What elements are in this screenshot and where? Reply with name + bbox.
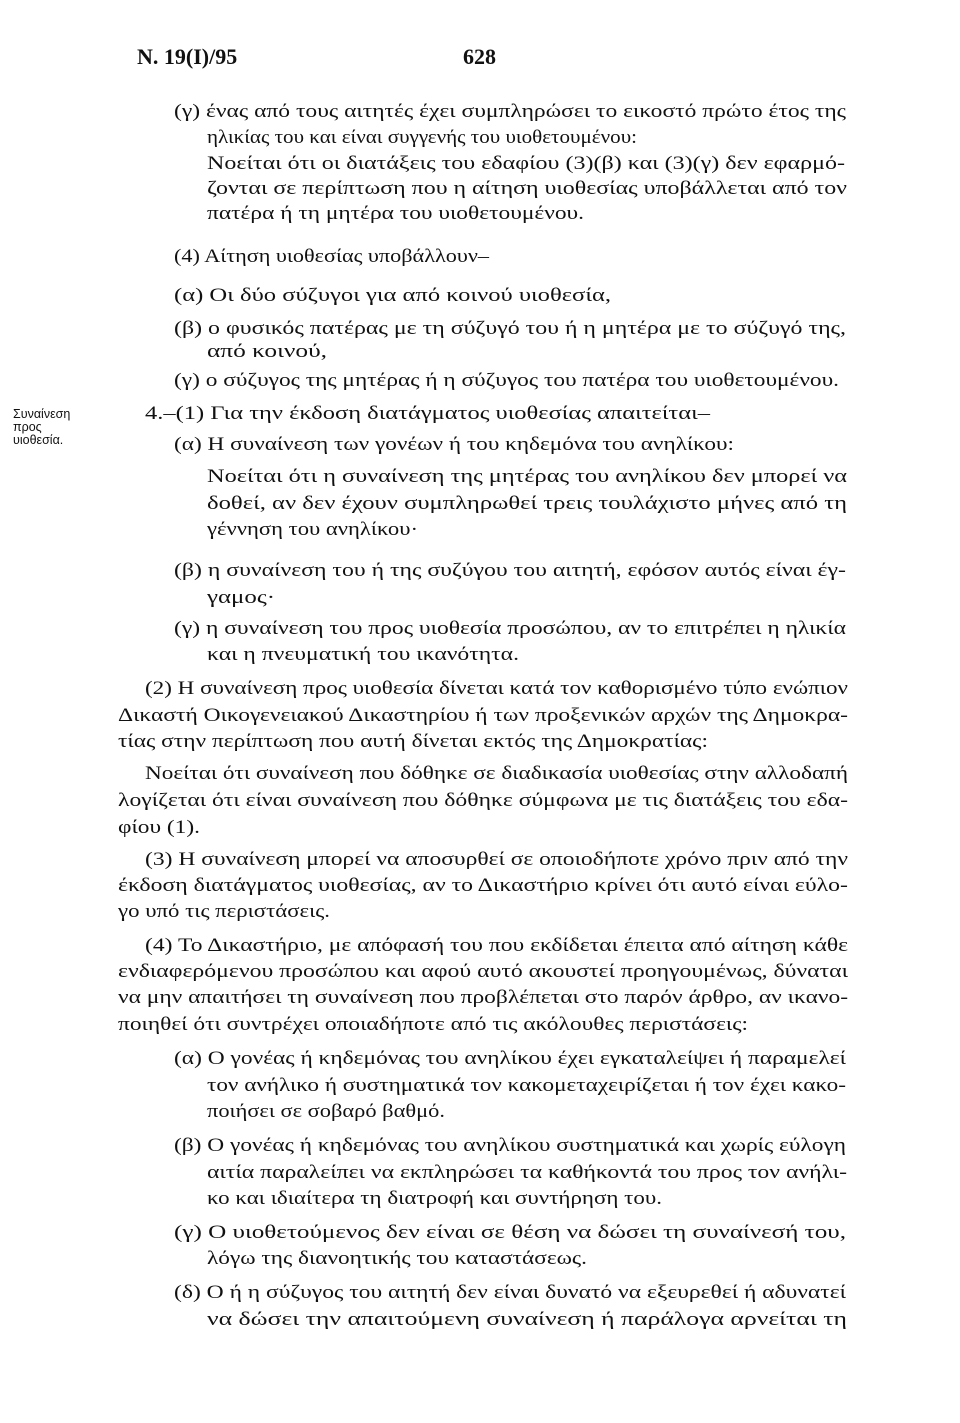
text-line: τον ανήλικο ή συστηματικά τον κακομεταχειρίζεται ή τον έχει κακο- [207, 1075, 847, 1096]
text-line: και η πνευματική του ικανότητα. [207, 644, 519, 665]
text-line: (γ) η συναίνεση του προς υιοθεσία προσώπου, αν το επιτρέπει η ηλικία [174, 618, 846, 639]
text-line: να δώσει την απαιτούμενη συναίνεση ή παράλογα αρνείται τη [207, 1309, 848, 1330]
text-line: ζονται σε περίπτωση που η αίτηση υιοθεσίας υποβάλλεται από τον [207, 178, 848, 199]
text-line: πατέρα ή τη μητέρα του υιοθετουμένου. [207, 203, 585, 224]
text-line: (α) Οι δύο σύζυγοι για από κοινού υιοθεσία, [174, 285, 611, 306]
text-line: (β) ο φυσικός πατέρας με τη σύζυγό του ή η μητέρα με το σύζυγό της, [174, 318, 846, 339]
text-line: να μην απαιτήσει τη συναίνεση που προβλέπεται στο παρόν άρθρο, αν ικανο- [118, 987, 849, 1008]
margin-note-line: Συναίνεση [13, 407, 71, 421]
text-line: λογίζεται ότι είναι συναίνεση που δόθηκε σύμφωνα με τις διατάξεις του εδα- [118, 790, 849, 811]
text-line: ποιήσει σε σοβαρό βαθμό. [207, 1101, 446, 1122]
text-line: ποιηθεί ότι συντρέχει οποιαδήποτε από τις ακόλουθες περιστάσεις: [118, 1014, 749, 1035]
law-number: N. 19(I)/95 [137, 44, 238, 69]
margin-note-line: υιοθεσία. [13, 433, 64, 447]
text-line: (γ) Ο υιοθετούμενος δεν είναι σε θέση να δώσει τη συναίνεσή του, [174, 1222, 846, 1243]
page-number: 628 [463, 44, 496, 69]
text-line: αιτία παραλείπει να εκπληρώσει τα καθήκοντά του προς τον ανήλι- [207, 1162, 848, 1183]
margin-note [13, 408, 123, 447]
text-line: φίου (1). [118, 817, 200, 838]
text-line: τίας στην περίπτωση που αυτή δίνεται εκτός της Δημοκρατίας: [118, 731, 708, 752]
text-line: (4) Το Δικαστήριο, με απόφασή του που εκδίδεται έπειτα από αίτηση κάθε [145, 935, 849, 956]
text-line: δοθεί, αν δεν έχουν συμπληρωθεί τρεις τουλάχιστο μήνες από τη [207, 493, 848, 514]
text-line: Νοείται ότι συναίνεση που δόθηκε σε διαδικασία υιοθεσίας στην αλλοδαπή [145, 763, 848, 784]
text-line: (3) Η συναίνεση μπορεί να αποσυρθεί σε οποιοδήποτε χρόνο πριν από την [145, 849, 848, 870]
text-line: ηλικίας του και είναι συγγενής του υιοθετουμένου: [207, 127, 637, 148]
text-line: (β) η συναίνεση του ή της συζύγου του αιτητή, εφόσον αυτός είναι έγ- [174, 560, 846, 581]
text-line: λόγω της διανοητικής του καταστάσεως. [207, 1248, 588, 1269]
text-line: γο υπό τις περιστάσεις. [118, 901, 330, 922]
margin-note-line: προς [13, 420, 42, 434]
text-line: (β) Ο γονέας ή κηδεμόνας του ανηλίκου συστηματικά και χωρίς εύλογη [174, 1135, 847, 1156]
text-line: (2) Η συναίνεση προς υιοθεσία δίνεται κατά τον καθορισμένο τύπο ενώπιον [145, 678, 848, 699]
text-line: (α) Ο γονέας ή κηδεμόνας του ανηλίκου έχει εγκαταλείψει ή παραμελεί [174, 1048, 846, 1069]
text-line: από κοινού, [207, 341, 328, 362]
text-line: 4.–(1) Για την έκδοση διατάγματος υιοθεσίας απαιτείται– [145, 403, 710, 424]
text-line: Νοείται ότι οι διατάξεις του εδαφίου (3)(β) και (3)(γ) δεν εφαρμό- [207, 153, 845, 174]
text-line: ενδιαφερόμενου προσώπου και αφού αυτό ακουστεί προηγουμένως, δύναται [118, 961, 848, 982]
text-line: έκδοση διατάγματος υιοθεσίας, αν το Δικαστήριο κρίνει ότι αυτό είναι εύλο- [118, 875, 848, 896]
text-line: (δ) Ο ή η σύζυγος του αιτητή δεν είναι δυνατό να εξευρεθεί ή αδυνατεί [174, 1282, 846, 1303]
text-line: γαμος· [207, 587, 276, 608]
text-line: Νοείται ότι η συναίνεση της μητέρας του ανηλίκου δεν μπορεί να [207, 466, 848, 487]
text-line: (γ) ένας από τους αιτητές έχει συμπληρώσει το εικοστό πρώτο έτος της [174, 101, 846, 122]
text-line: (γ) ο σύζυγος της μητέρας ή η σύζυγος του πατέρα του υιοθετουμένου. [174, 370, 839, 391]
text-line: κο και ιδιαίτερα τη διατροφή και συντήρηση του. [207, 1188, 663, 1209]
text-line: (4) Αίτηση υιοθεσίας υποβάλλουν– [174, 246, 489, 267]
text-line: Δικαστή Οικογενειακού Δικαστηρίου ή των προξενικών αρχών της Δημοκρα- [118, 705, 848, 726]
text-line: (α) Η συναίνεση των γονέων ή του κηδεμόνα του ανηλίκου: [174, 434, 735, 455]
text-line: γέννηση του ανηλίκου· [207, 519, 419, 540]
